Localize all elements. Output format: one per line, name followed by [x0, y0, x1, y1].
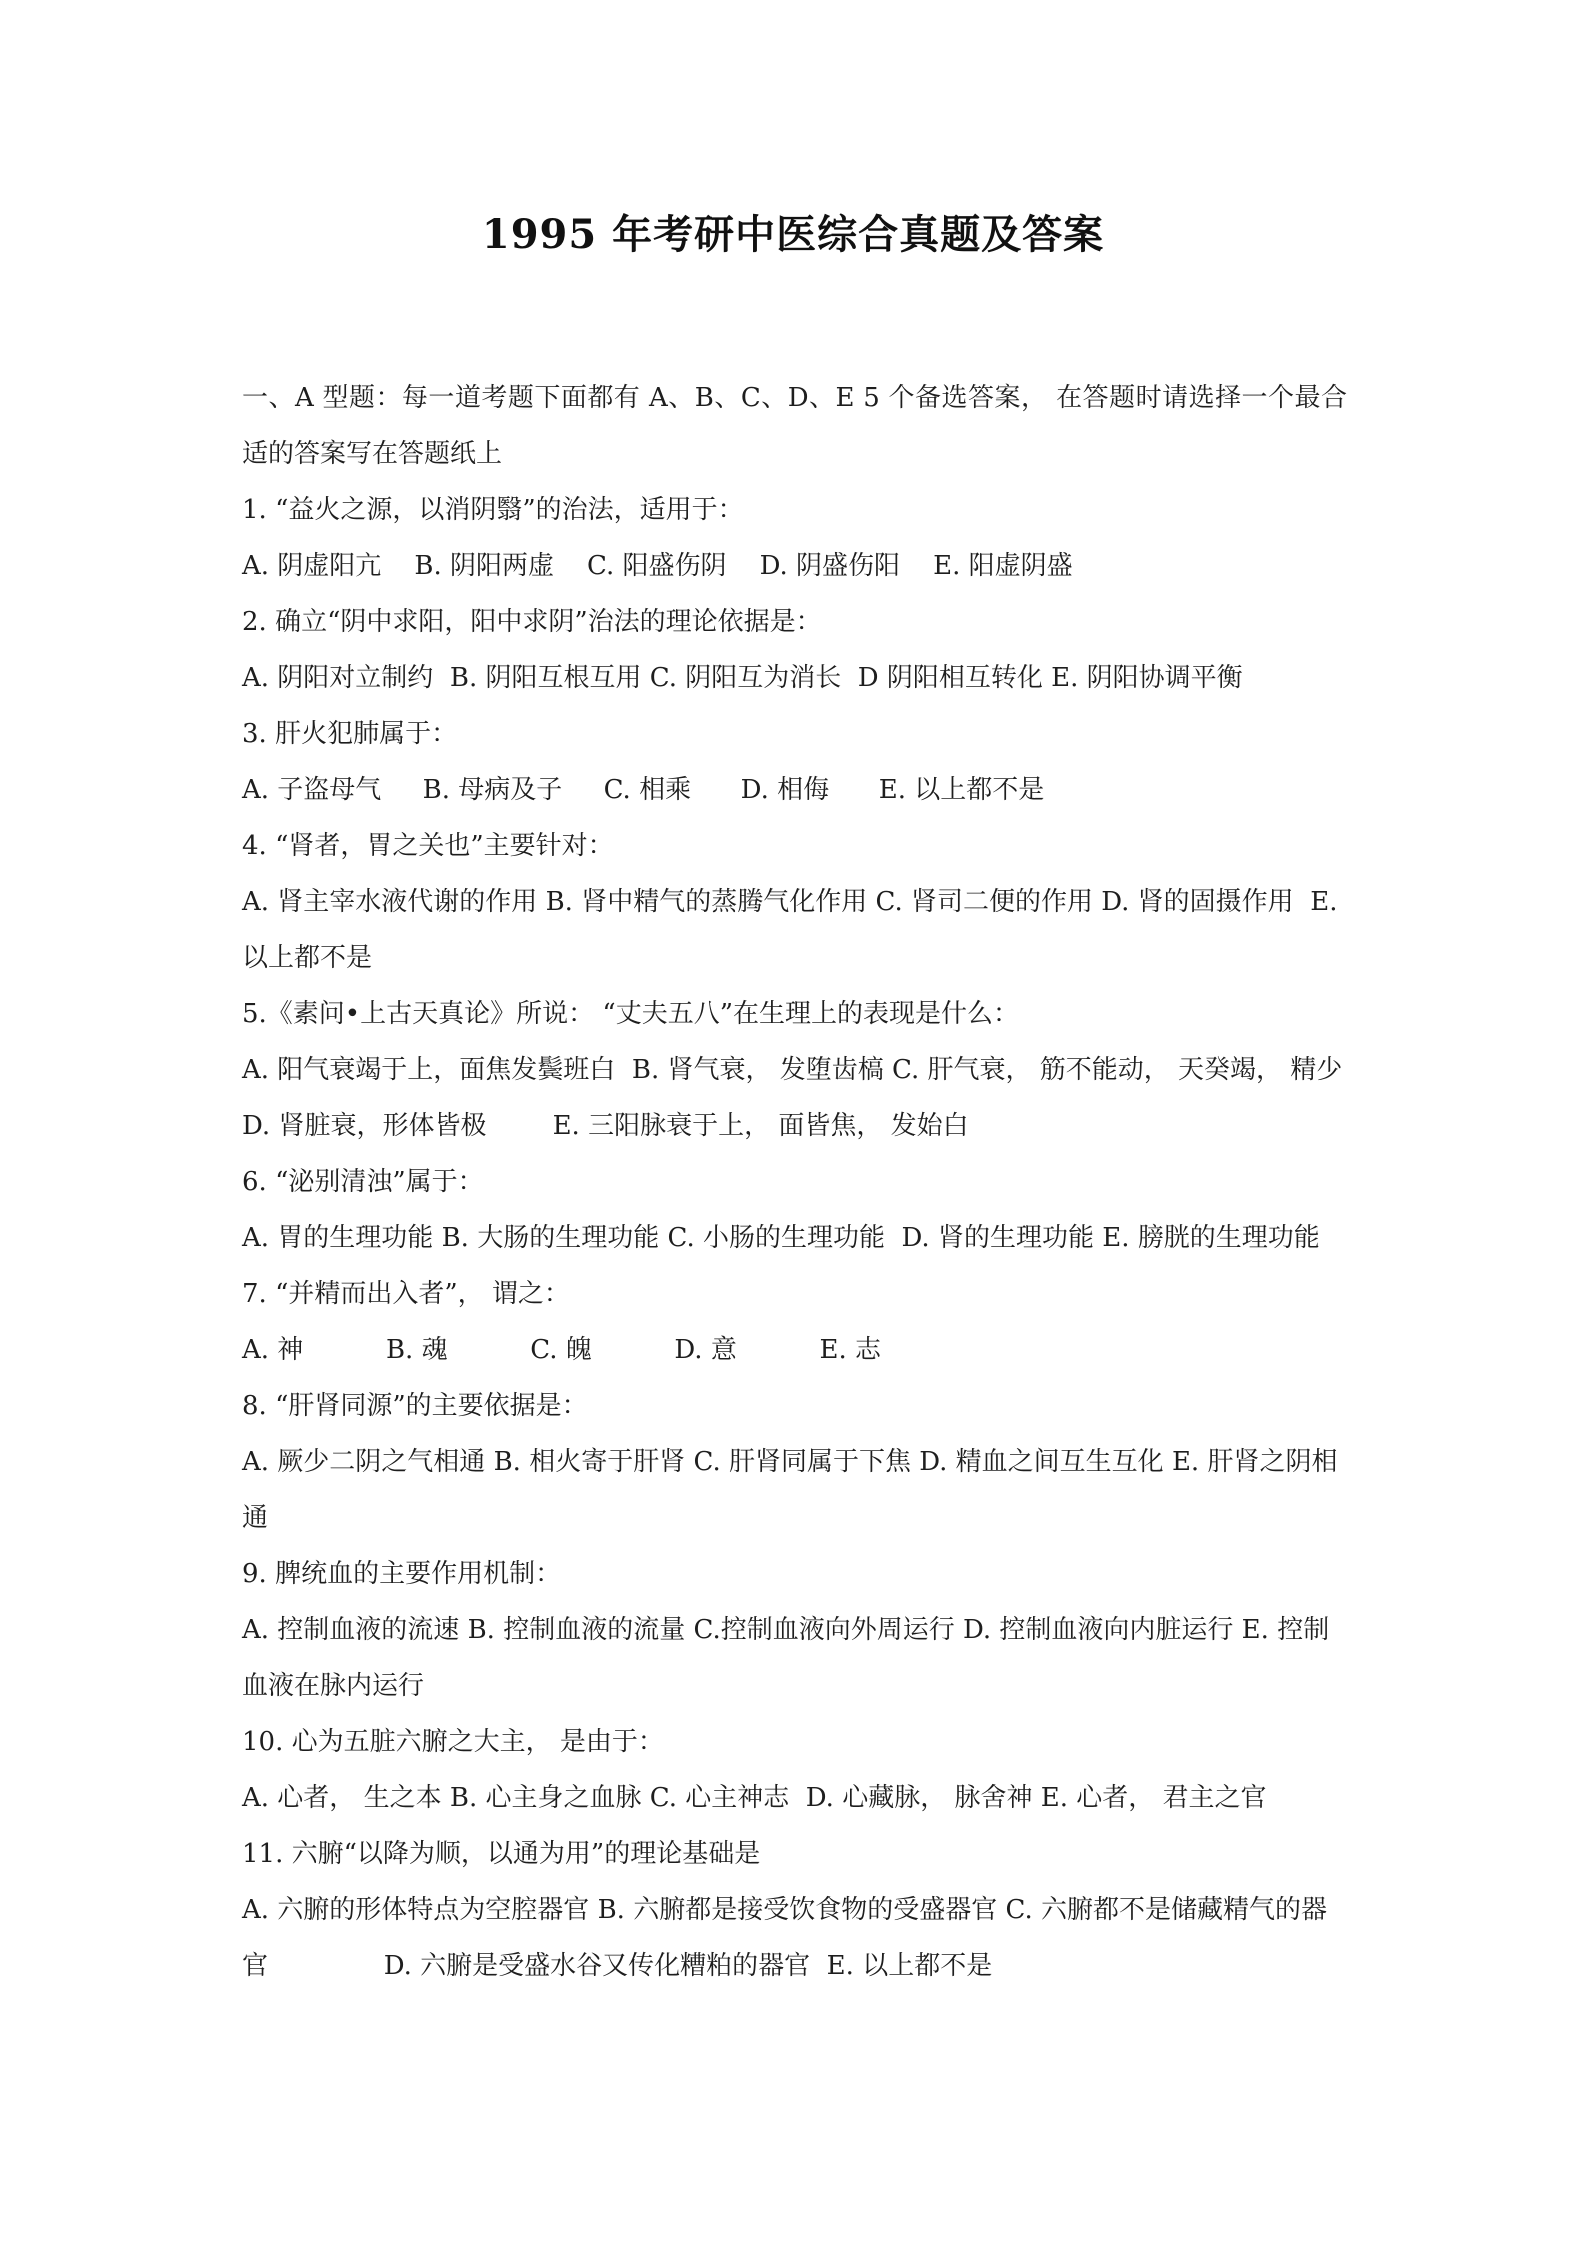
question-text: 7. “并精而出入者”， 谓之： [242, 1279, 570, 1309]
question-text: 2. 确立“阴中求阳，阳中求阴”治法的理论依据是： [242, 607, 822, 637]
question-text: 1. “益火之源，以消阴翳”的治法，适用于： [242, 495, 744, 525]
section-intro: 一、A 型题：每一道考题下面都有 A、B、C、D、E 5 个备选答案， 在答题时请选择一个最合适的答案写在答题纸上 [242, 383, 1347, 469]
question-text: 3. 肝火犯肺属于： [242, 719, 458, 749]
question-options: A. 肾主宰水液代谢的作用 B. 肾中精气的蒸腾气化作用 C. 肾司二便的作用 D. 肾的固摄作用 E. 以上都不是 [242, 887, 1346, 973]
question-options: A. 六腑的形体特点为空腔器官 B. 六腑都是接受饮食物的受盛器官 C. 六腑都不是储藏精气的器官 D. 六腑是受盛水谷又传化糟粕的器官 E. 以上都不是 [242, 1895, 1327, 1981]
document-body [242, 370, 1347, 1994]
question-options: A. 厥少二阴之气相通 B. 相火寄于肝肾 C. 肝肾同属于下焦 D. 精血之间互生互化 E. 肝肾之阴相通 [242, 1447, 1338, 1533]
question-options: A. 阴阳对立制约 B. 阴阳互根互用 C. 阴阳互为消长 D 阴阳相互转化 E. 阴阳协调平衡 [242, 663, 1243, 693]
question-text: 4. “肾者，胃之关也”主要针对： [242, 831, 614, 861]
question-options: A. 阴虚阳亢 B. 阴阳两虚 C. 阳盛伤阴 D. 阴盛伤阳 E. 阳虚阴盛 [242, 551, 1073, 581]
question-options: A. 控制血液的流速 B. 控制血液的流量 C.控制血液向外周运行 D. 控制血液向内脏运行 E. 控制血液在脉内运行 [242, 1615, 1330, 1701]
question-options: A. 阳气衰竭于上，面焦发鬓班白 B. 肾气衰， 发堕齿槁 C. 肝气衰， 筋不能动， 天癸竭， 精少 [242, 1055, 1343, 1085]
document-title: 1995 年考研中医综合真题及答案 [481, 211, 1105, 258]
question-options: A. 胃的生理功能 B. 大肠的生理功能 C. 小肠的生理功能 D. 肾的生理功能 E. 膀胱的生理功能 [242, 1223, 1320, 1253]
question-text: 8. “肝肾同源”的主要依据是： [242, 1391, 588, 1421]
question-options: A. 神 B. 魂 C. 魄 D. 意 E. 志 [242, 1335, 881, 1365]
question-text: 6. “泌别清浊”属于： [242, 1167, 484, 1197]
question-options: D. 肾脏衰，形体皆极 E. 三阳脉衰于上， 面皆焦， 发始白 [242, 1111, 969, 1141]
question-text: 9. 脾统血的主要作用机制： [242, 1559, 562, 1589]
question-options: A. 子盗母气 B. 母病及子 C. 相乘 D. 相侮 E. 以上都不是 [242, 775, 1045, 805]
question-options: A. 心者， 生之本 B. 心主身之血脉 C. 心主神志 D. 心藏脉， 脉舍神 E. 心者， 君主之官 [242, 1783, 1267, 1813]
question-text: 5.《素问•上古天真论》所说： “丈夫五八”在生理上的表现是什么： [242, 999, 1019, 1029]
question-text: 10. 心为五脏六腑之大主， 是由于： [242, 1727, 664, 1757]
question-text: 11. 六腑“以降为顺，以通为用”的理论基础是 [242, 1839, 761, 1869]
